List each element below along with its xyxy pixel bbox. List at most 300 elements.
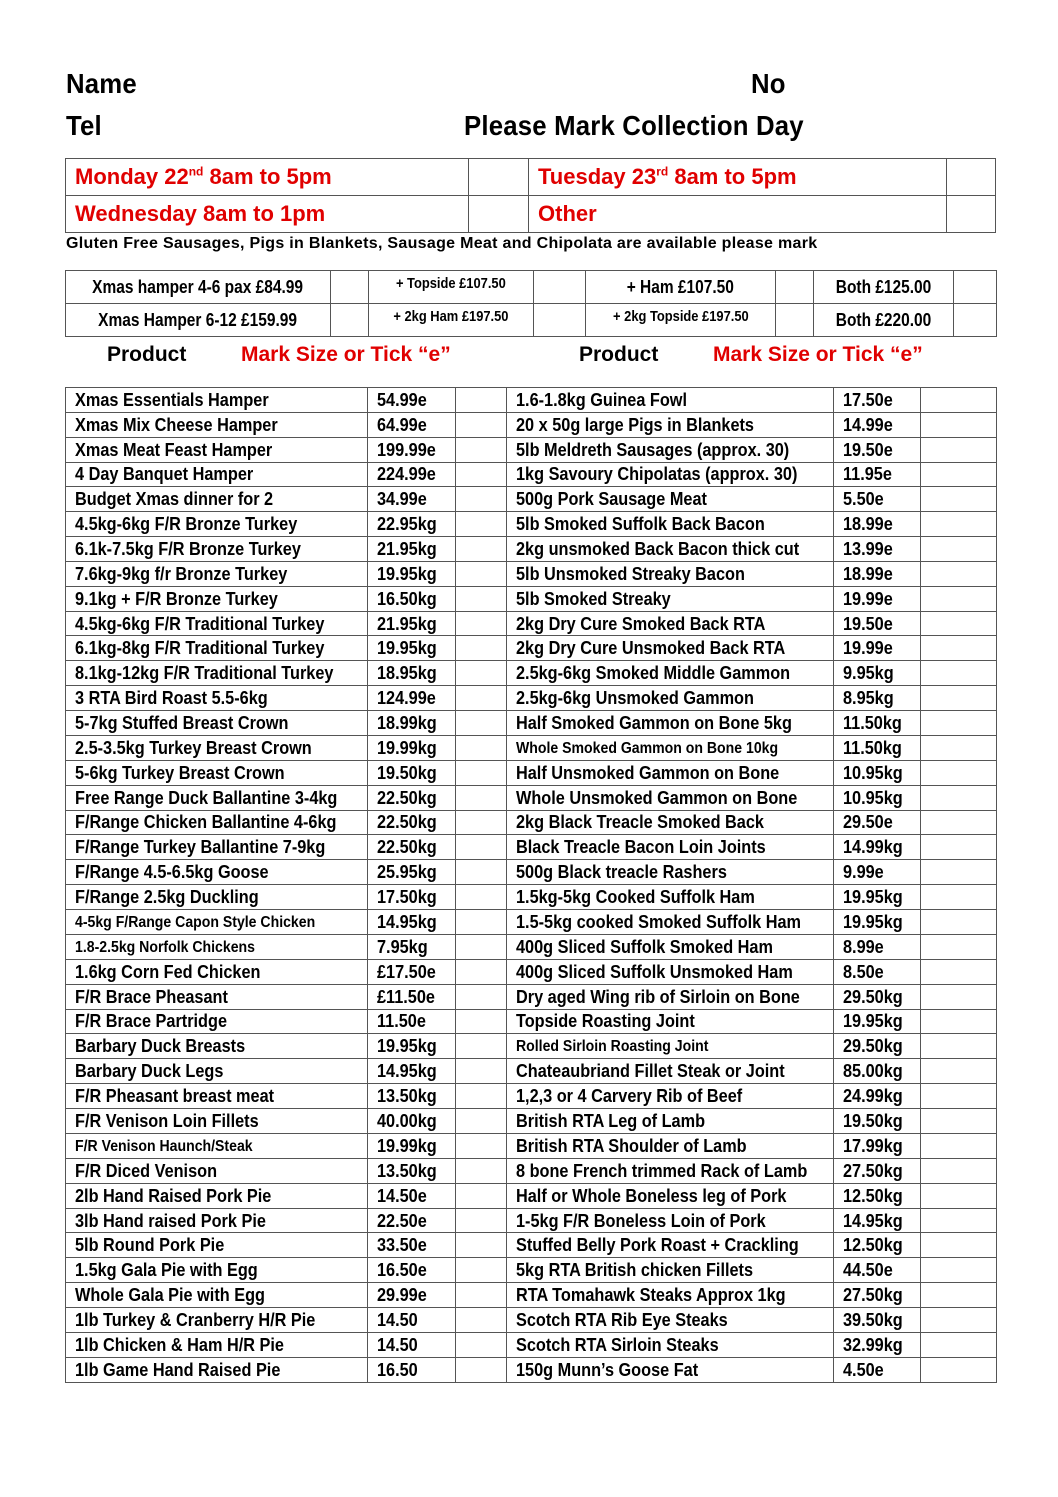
product-price: [368, 934, 456, 959]
product-price-text: 22.50kg: [377, 786, 437, 808]
product-mark-cell[interactable]: [921, 984, 997, 1009]
product-price: [834, 1034, 921, 1059]
product-price: [368, 1258, 456, 1283]
day-tuesday-checkbox[interactable]: [947, 159, 996, 196]
product-price-text: 8.99e: [843, 935, 884, 957]
product-name: [507, 835, 834, 860]
product-name-text: 5-6kg Turkey Breast Crown: [75, 761, 285, 783]
product-price-text: 14.99kg: [843, 836, 903, 858]
product-mark-cell[interactable]: [921, 1158, 997, 1183]
product-name-text: 7.6kg-9kg f/r Bronze Turkey: [75, 562, 288, 584]
table-row: [66, 487, 997, 512]
table-row: [66, 710, 997, 735]
product-price-text: 14.50: [377, 1308, 418, 1330]
product-name: [507, 1208, 834, 1233]
product-name: [66, 1158, 368, 1183]
product-name-text: Rolled Sirloin Roasting Joint: [516, 1038, 709, 1056]
product-mark-cell[interactable]: [456, 1283, 507, 1308]
product-price: [834, 1084, 921, 1109]
product-name: [66, 885, 368, 910]
product-name-text: Stuffed Belly Pork Roast + Crackling: [516, 1234, 799, 1256]
product-price-text: 19.95kg: [377, 562, 437, 584]
product-price: [834, 611, 921, 636]
product-name-text: Whole Gala Pie with Egg: [75, 1284, 265, 1306]
product-price: [368, 586, 456, 611]
product-name: [66, 760, 368, 785]
product-mark-cell[interactable]: [456, 437, 507, 462]
product-name-text: 5lb Smoked Streaky: [516, 587, 671, 609]
product-price: [368, 611, 456, 636]
product-name: [66, 1208, 368, 1233]
product-mark-cell[interactable]: [921, 1084, 997, 1109]
product-name: [66, 1059, 368, 1084]
product-name: [507, 785, 834, 810]
mark-heading-right: Mark Size or Tick “e”: [713, 343, 923, 366]
product-name: [66, 810, 368, 835]
table-row: [66, 1357, 997, 1382]
product-mark-cell[interactable]: [456, 388, 507, 413]
table-row: [66, 1034, 997, 1059]
product-price: [368, 1158, 456, 1183]
product-mark-cell[interactable]: [456, 611, 507, 636]
product-mark-cell[interactable]: [921, 1009, 997, 1034]
product-name-text: 500g Black treacle Rashers: [516, 861, 727, 883]
product-mark-cell[interactable]: [456, 1183, 507, 1208]
product-price: [368, 1059, 456, 1084]
product-price-text: 9.95kg: [843, 662, 894, 684]
product-name: [66, 1308, 368, 1333]
product-price: [834, 537, 921, 562]
product-mark-cell[interactable]: [921, 1059, 997, 1084]
product-mark-cell[interactable]: [921, 760, 997, 785]
collection-day-title: Please Mark Collection Day: [464, 110, 804, 141]
table-row: [66, 412, 997, 437]
product-name: [66, 1183, 368, 1208]
product-mark-cell[interactable]: [456, 934, 507, 959]
product-heading-right: Product: [579, 343, 659, 366]
product-name: [507, 934, 834, 959]
product-name: [507, 909, 834, 934]
product-price: [368, 1009, 456, 1034]
product-name-text: 1.5-5kg cooked Smoked Suffolk Ham: [516, 910, 801, 932]
product-mark-cell[interactable]: [456, 537, 507, 562]
product-name-text: F/R Pheasant breast meat: [75, 1085, 275, 1107]
product-mark-cell[interactable]: [921, 686, 997, 711]
product-mark-cell[interactable]: [921, 512, 997, 537]
hamper-checkbox[interactable]: [534, 271, 586, 304]
product-mark-cell[interactable]: [921, 1233, 997, 1258]
product-price-text: 22.50kg: [377, 836, 437, 858]
product-mark-cell[interactable]: [921, 885, 997, 910]
product-name: [66, 661, 368, 686]
product-mark-cell[interactable]: [456, 760, 507, 785]
table-row: [66, 810, 997, 835]
product-mark-cell[interactable]: [921, 934, 997, 959]
product-name-text: 1.5kg-5kg Cooked Suffolk Ham: [516, 885, 755, 907]
product-price-text: 22.95kg: [377, 513, 437, 535]
product-price-text: 19.50kg: [843, 1110, 903, 1132]
product-mark-cell[interactable]: [921, 586, 997, 611]
product-price: [834, 860, 921, 885]
product-mark-cell[interactable]: [456, 1332, 507, 1357]
product-mark-cell[interactable]: [456, 1133, 507, 1158]
product-price-text: 14.95kg: [843, 1209, 903, 1231]
product-price: [834, 984, 921, 1009]
product-name-text: 5kg RTA British chicken Fillets: [516, 1259, 754, 1281]
product-mark-cell[interactable]: [456, 1258, 507, 1283]
product-name: [66, 1258, 368, 1283]
product-mark-cell[interactable]: [456, 561, 507, 586]
product-price-text: 19.99e: [843, 587, 893, 609]
day-wednesday-checkbox[interactable]: [469, 196, 529, 233]
table-row: [66, 1233, 997, 1258]
product-name: [507, 984, 834, 1009]
product-price: [368, 959, 456, 984]
product-price-text: 124.99e: [377, 687, 436, 709]
product-price: [834, 487, 921, 512]
product-price-text: 14.50: [377, 1333, 418, 1355]
product-mark-cell[interactable]: [456, 1084, 507, 1109]
table-row: [66, 512, 997, 537]
product-price-text: 21.95kg: [377, 537, 437, 559]
product-name: [66, 835, 368, 860]
day-monday: Monday 22nd 8am to 5pm: [66, 159, 469, 196]
product-mark-cell[interactable]: [456, 785, 507, 810]
product-price-text: 11.50e: [377, 1010, 426, 1032]
product-mark-cell[interactable]: [921, 1258, 997, 1283]
product-name: [66, 437, 368, 462]
product-name-text: Barbary Duck Breasts: [75, 1035, 246, 1057]
product-name: [507, 1158, 834, 1183]
day-other-checkbox[interactable]: [947, 196, 996, 233]
product-price: [834, 1059, 921, 1084]
product-mark-cell[interactable]: [921, 1208, 997, 1233]
product-price: [834, 388, 921, 413]
product-mark-cell[interactable]: [921, 462, 997, 487]
product-name: [507, 412, 834, 437]
product-price-text: 16.50e: [377, 1259, 427, 1281]
product-mark-cell[interactable]: [456, 1357, 507, 1382]
product-price-text: 17.50e: [843, 388, 893, 410]
product-name: [507, 537, 834, 562]
product-mark-cell[interactable]: [921, 1109, 997, 1134]
table-row: [66, 934, 997, 959]
product-mark-cell[interactable]: [921, 1308, 997, 1333]
product-price: [834, 686, 921, 711]
product-name: [507, 710, 834, 735]
product-name: [507, 860, 834, 885]
product-mark-cell[interactable]: [921, 909, 997, 934]
product-mark-cell[interactable]: [456, 1059, 507, 1084]
product-mark-cell[interactable]: [456, 860, 507, 885]
product-price: [368, 636, 456, 661]
product-name: [66, 586, 368, 611]
product-mark-cell[interactable]: [921, 636, 997, 661]
product-mark-cell[interactable]: [456, 1158, 507, 1183]
product-price-text: 33.50e: [377, 1234, 427, 1256]
table-row: [66, 835, 997, 860]
product-price-text: 19.99kg: [377, 1134, 437, 1156]
product-price-text: 19.50kg: [377, 761, 437, 783]
product-mark-cell[interactable]: [456, 735, 507, 760]
product-name-text: 400g Sliced Suffolk Unsmoked Ham: [516, 960, 793, 982]
product-mark-cell[interactable]: [456, 835, 507, 860]
product-mark-cell[interactable]: [456, 1233, 507, 1258]
product-name: [507, 512, 834, 537]
product-mark-cell[interactable]: [456, 1308, 507, 1333]
hamper-checkbox[interactable]: [954, 304, 997, 337]
product-name-text: Xmas Essentials Hamper: [75, 388, 269, 410]
hamper-checkbox[interactable]: [534, 304, 586, 337]
product-price-text: 8.50e: [843, 960, 884, 982]
table-row: [66, 1283, 997, 1308]
product-mark-cell[interactable]: [456, 885, 507, 910]
product-price-text: 11.50kg: [843, 711, 902, 733]
table-row: [66, 1133, 997, 1158]
product-price-text: 14.50e: [377, 1184, 427, 1206]
table-row: [66, 735, 997, 760]
product-mark-cell[interactable]: [921, 1183, 997, 1208]
hamper-addon: + 2kg Topside £197.50: [586, 304, 776, 337]
product-price: [368, 1084, 456, 1109]
product-name: [507, 1357, 834, 1382]
product-name: [66, 860, 368, 885]
product-mark-cell[interactable]: [921, 561, 997, 586]
product-price: [834, 885, 921, 910]
product-name-text: 2kg Black Treacle Smoked Back: [516, 811, 764, 833]
product-price-text: 27.50kg: [843, 1159, 903, 1181]
product-name-text: F/R Diced Venison: [75, 1159, 218, 1181]
mark-heading-left: Mark Size or Tick “e”: [241, 343, 451, 366]
product-mark-cell[interactable]: [921, 1133, 997, 1158]
product-name: [66, 1357, 368, 1382]
product-mark-cell[interactable]: [456, 636, 507, 661]
product-name-text: Xmas Meat Feast Hamper: [75, 438, 273, 460]
product-mark-cell[interactable]: [456, 686, 507, 711]
product-mark-cell[interactable]: [456, 661, 507, 686]
hamper-addon: + 2kg Ham £197.50: [369, 304, 534, 337]
product-price: [368, 860, 456, 885]
product-name: [66, 537, 368, 562]
product-name-text: 4.5kg-6kg F/R Bronze Turkey: [75, 513, 298, 535]
product-mark-cell[interactable]: [921, 735, 997, 760]
product-name: [66, 636, 368, 661]
product-price-text: 17.99kg: [843, 1134, 903, 1156]
product-price: [834, 760, 921, 785]
product-name-text: Dry aged Wing rib of Sirloin on Bone: [516, 985, 800, 1007]
product-price: [834, 1158, 921, 1183]
product-mark-cell[interactable]: [456, 487, 507, 512]
product-name-text: 6.1k-7.5kg F/R Bronze Turkey: [75, 537, 301, 559]
product-heading-left: Product: [107, 343, 187, 366]
product-name-text: 20 x 50g large Pigs in Blankets: [516, 413, 754, 435]
product-name-text: 1.6kg Corn Fed Chicken: [75, 960, 261, 982]
product-price: [834, 512, 921, 537]
hamper-checkbox[interactable]: [331, 271, 369, 304]
table-row: [66, 611, 997, 636]
product-mark-cell[interactable]: [456, 512, 507, 537]
product-name: [66, 1084, 368, 1109]
product-price: [368, 412, 456, 437]
product-price-text: 17.50kg: [377, 885, 437, 907]
day-monday-checkbox[interactable]: [469, 159, 529, 196]
product-name-text: 5lb Meldreth Sausages (approx. 30): [516, 438, 790, 460]
product-mark-cell[interactable]: [921, 710, 997, 735]
product-mark-cell[interactable]: [921, 437, 997, 462]
product-name: [66, 686, 368, 711]
product-mark-cell[interactable]: [456, 412, 507, 437]
product-price-text: 19.95kg: [843, 885, 903, 907]
product-price-text: 22.50kg: [377, 811, 437, 833]
hamper-checkbox[interactable]: [776, 304, 814, 337]
product-price: [368, 785, 456, 810]
product-name: [66, 561, 368, 586]
product-price: [834, 710, 921, 735]
product-price-text: 224.99e: [377, 463, 436, 485]
product-name-text: 1kg Savoury Chipolatas (approx. 30): [516, 463, 798, 485]
product-mark-cell[interactable]: [456, 462, 507, 487]
product-name-text: 2kg unsmoked Back Bacon thick cut: [516, 537, 800, 559]
product-price-text: 32.99kg: [843, 1333, 903, 1355]
product-name: [66, 1034, 368, 1059]
product-name-text: 400g Sliced Suffolk Smoked Ham: [516, 935, 773, 957]
product-price-text: 39.50kg: [843, 1308, 903, 1330]
product-price-text: 18.99e: [843, 562, 893, 584]
product-price-text: 54.99e: [377, 388, 427, 410]
product-price-text: 14.95kg: [377, 910, 437, 932]
product-mark-cell[interactable]: [456, 1208, 507, 1233]
product-name-text: 2.5kg-6kg Smoked Middle Gammon: [516, 662, 791, 684]
product-price: [368, 984, 456, 1009]
product-mark-cell[interactable]: [456, 810, 507, 835]
product-name: [66, 512, 368, 537]
hamper-addon: + Topside £107.50: [369, 271, 534, 304]
product-mark-cell[interactable]: [456, 1109, 507, 1134]
collection-day-table: [65, 158, 996, 233]
product-name: [507, 1133, 834, 1158]
product-name-text: Free Range Duck Ballantine 3-4kg: [75, 786, 338, 808]
product-price: [368, 388, 456, 413]
product-mark-cell[interactable]: [456, 959, 507, 984]
product-name-text: Xmas Mix Cheese Hamper: [75, 413, 278, 435]
product-mark-cell[interactable]: [921, 785, 997, 810]
product-name-text: Half Unsmoked Gammon on Bone: [516, 761, 780, 783]
table-row: [66, 760, 997, 785]
product-mark-cell[interactable]: [456, 710, 507, 735]
product-price-text: 44.50e: [843, 1259, 893, 1281]
hamper-checkbox[interactable]: [954, 271, 997, 304]
product-price-text: 199.99e: [377, 438, 436, 460]
product-mark-cell[interactable]: [921, 388, 997, 413]
table-row: [66, 537, 997, 562]
product-name-text: 6.1kg-8kg F/R Traditional Turkey: [75, 637, 325, 659]
product-name: [507, 1308, 834, 1333]
product-name-text: 500g Pork Sausage Meat: [516, 488, 707, 510]
product-name: [66, 1009, 368, 1034]
product-name-text: 4 Day Banquet Hamper: [75, 463, 254, 485]
product-mark-cell[interactable]: [921, 835, 997, 860]
product-price-text: 19.95kg: [377, 1035, 437, 1057]
product-price-text: 13.50kg: [377, 1085, 437, 1107]
product-price-text: 11.95e: [843, 463, 892, 485]
product-name-text: RTA Tomahawk Steaks Approx 1kg: [516, 1284, 786, 1306]
product-name: [507, 437, 834, 462]
product-name-text: Topside Roasting Joint: [516, 1010, 695, 1032]
product-price-text: 18.99e: [843, 513, 893, 535]
product-mark-cell[interactable]: [921, 611, 997, 636]
product-name-text: F/R Brace Pheasant: [75, 985, 228, 1007]
product-name: [507, 1283, 834, 1308]
product-price-text: £17.50e: [377, 960, 436, 982]
product-mark-cell[interactable]: [921, 1332, 997, 1357]
product-name-text: F/Range 2.5kg Duckling: [75, 885, 259, 907]
product-mark-cell[interactable]: [921, 1357, 997, 1382]
product-name-text: 1-5kg F/R Boneless Loin of Pork: [516, 1209, 766, 1231]
table-row: [66, 462, 997, 487]
table-row: [66, 1258, 997, 1283]
product-name: [507, 1109, 834, 1134]
hamper-row: [66, 271, 997, 304]
product-name: [66, 412, 368, 437]
product-name-text: 3 RTA Bird Roast 5.5-6kg: [75, 687, 268, 709]
hamper-checkbox[interactable]: [331, 304, 369, 337]
product-mark-cell[interactable]: [456, 984, 507, 1009]
table-row: [66, 1084, 997, 1109]
product-mark-cell[interactable]: [921, 661, 997, 686]
table-row: [66, 959, 997, 984]
product-price-text: 16.50kg: [377, 587, 437, 609]
product-name: [66, 388, 368, 413]
product-name: [66, 909, 368, 934]
product-name: [507, 959, 834, 984]
product-mark-cell[interactable]: [456, 1009, 507, 1034]
product-name-text: 1.8-2.5kg Norfolk Chickens: [75, 938, 255, 956]
product-price: [368, 885, 456, 910]
product-name-text: 2kg Dry Cure Unsmoked Back RTA: [516, 637, 786, 659]
product-mark-cell[interactable]: [921, 1034, 997, 1059]
product-name: [507, 487, 834, 512]
product-name-text: 5lb Unsmoked Streaky Bacon: [516, 562, 745, 584]
product-name-text: Half Smoked Gammon on Bone 5kg: [516, 711, 792, 733]
product-name-text: 2lb Hand Raised Pork Pie: [75, 1184, 272, 1206]
product-price-text: 34.99e: [377, 488, 427, 510]
product-mark-cell[interactable]: [456, 586, 507, 611]
product-price-text: 13.99e: [843, 537, 893, 559]
product-price: [834, 810, 921, 835]
product-mark-cell[interactable]: [456, 1034, 507, 1059]
product-price: [834, 561, 921, 586]
product-mark-cell[interactable]: [921, 959, 997, 984]
hamper-checkbox[interactable]: [776, 271, 814, 304]
product-price-text: 10.95kg: [843, 761, 903, 783]
table-row: [66, 1158, 997, 1183]
product-mark-cell[interactable]: [456, 909, 507, 934]
product-name-text: 4.5kg-6kg F/R Traditional Turkey: [75, 612, 325, 634]
product-price: [834, 661, 921, 686]
product-mark-cell[interactable]: [921, 1283, 997, 1308]
product-mark-cell[interactable]: [921, 810, 997, 835]
product-price: [834, 636, 921, 661]
product-price: [834, 1357, 921, 1382]
product-name: [66, 984, 368, 1009]
product-price: [834, 1308, 921, 1333]
product-mark-cell[interactable]: [921, 537, 997, 562]
product-name-text: 5lb Round Pork Pie: [75, 1234, 225, 1256]
product-mark-cell[interactable]: [921, 412, 997, 437]
product-mark-cell[interactable]: [921, 487, 997, 512]
product-mark-cell[interactable]: [921, 860, 997, 885]
product-name-text: F/Range Turkey Ballantine 7-9kg: [75, 836, 326, 858]
